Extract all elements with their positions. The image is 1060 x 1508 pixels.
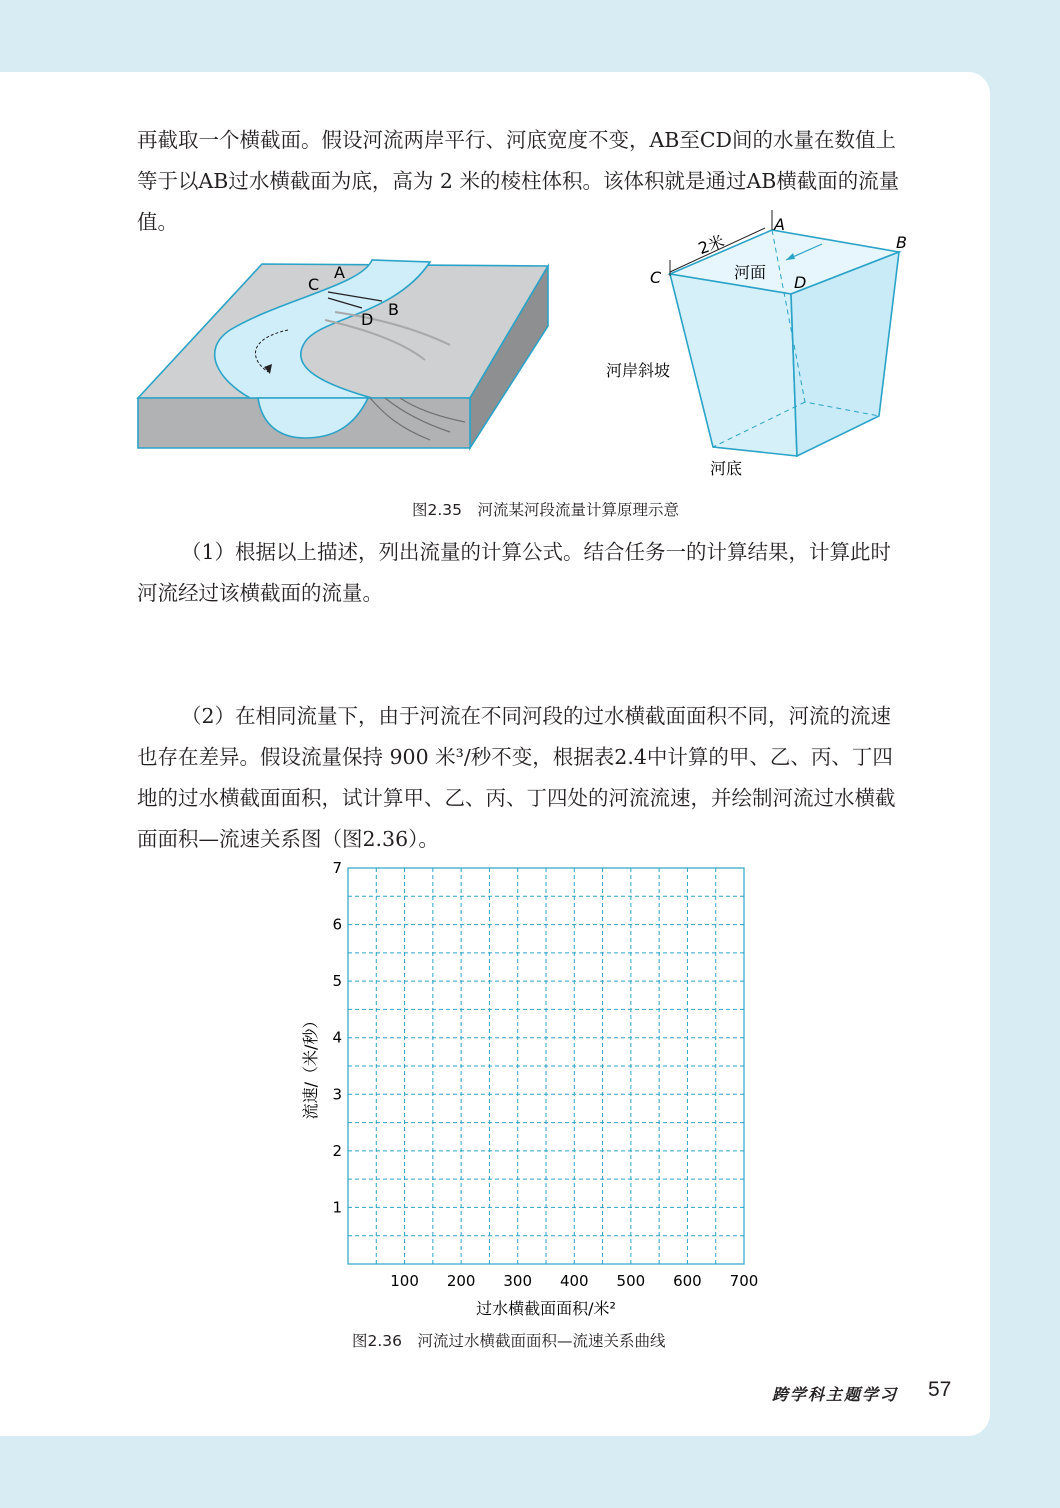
y-tick-label: 1 <box>332 1198 342 1217</box>
y-tick-label: 7 <box>332 859 342 877</box>
river-block-diagram <box>130 250 560 460</box>
question-2-line-4: 面面积—流速关系图（图2.36）。 <box>137 827 439 851</box>
prism-length-label: 2米 <box>695 231 727 259</box>
figure-235-caption: 图2.35 河流某河段流量计算原理示意 <box>412 501 680 519</box>
prism-diagram <box>600 204 930 484</box>
chart-x-label: 过水横截面面积/米² <box>476 1299 616 1318</box>
question-2-line-1: （2）在相同流量下，由于河流在不同河段的过水横截面面积不同，河流的流速 <box>181 704 892 728</box>
x-tick-label: 100 <box>390 1272 419 1290</box>
label-b: B <box>388 300 399 319</box>
prism-bottom-label: 河底 <box>710 459 743 478</box>
footer-section-title: 跨学科主题学习 <box>772 1385 899 1404</box>
label-a: A <box>334 263 345 282</box>
question-2-line-2: 也存在差异。假设流量保持 900 米³/秒不变，根据表2.4中计算的甲、乙、丙、丁四 <box>137 745 893 769</box>
area-velocity-chart <box>290 855 770 1325</box>
intro-line-1: 再截取一个横截面。假设河流两岸平行、河底宽度不变，AB至CD间的水量在数值上 <box>137 128 896 152</box>
x-tick-label: 700 <box>729 1272 759 1290</box>
x-tick-label: 200 <box>446 1272 476 1290</box>
question-1 <box>137 532 953 614</box>
x-tick-label: 500 <box>616 1272 646 1290</box>
y-tick-label: 6 <box>332 915 342 934</box>
question-2 <box>137 696 953 860</box>
x-tick-label: 600 <box>673 1272 702 1290</box>
chart-grid <box>348 868 744 1264</box>
question-2-line-3: 地的过水横截面面积，试计算甲、乙、丙、丁四处的河流流速，并绘制河流过水横截 <box>137 786 896 810</box>
prism-slope-label: 河岸斜坡 <box>606 361 671 380</box>
prism-label-c: C <box>650 268 662 287</box>
x-tick-label: 300 <box>503 1272 533 1290</box>
intro-line-3: 值。 <box>137 210 178 234</box>
y-tick-label: 2 <box>332 1141 342 1160</box>
intro-line-2: 等于以AB过水横截面为底，高为 2 米的棱柱体积。该体积就是通过AB横截面的流量 <box>137 169 900 193</box>
prism-label-d: D <box>794 273 807 292</box>
prism-label-a: A <box>774 215 785 234</box>
chart-y-label: 流速/（米/秒） <box>301 1012 320 1120</box>
prism-surface-label: 河面 <box>734 263 767 282</box>
label-d: D <box>361 310 374 329</box>
y-tick-label: 4 <box>332 1028 342 1047</box>
label-c: C <box>308 275 320 294</box>
prism-front <box>670 274 797 456</box>
question-1-line-2: 河流经过该横截面的流量。 <box>137 581 383 605</box>
y-tick-label: 3 <box>332 1085 342 1104</box>
chart-ticks <box>332 859 758 1290</box>
prism-label-b: B <box>896 233 907 252</box>
x-tick-label: 400 <box>559 1272 589 1290</box>
y-tick-label: 5 <box>332 972 342 991</box>
page-number: 57 <box>928 1378 952 1401</box>
figure-236-caption: 图2.36 河流过水横截面面积—流速关系曲线 <box>352 1332 666 1350</box>
question-1-line-1: （1）根据以上描述，列出流量的计算公式。结合任务一的计算结果，计算此时 <box>181 540 892 564</box>
